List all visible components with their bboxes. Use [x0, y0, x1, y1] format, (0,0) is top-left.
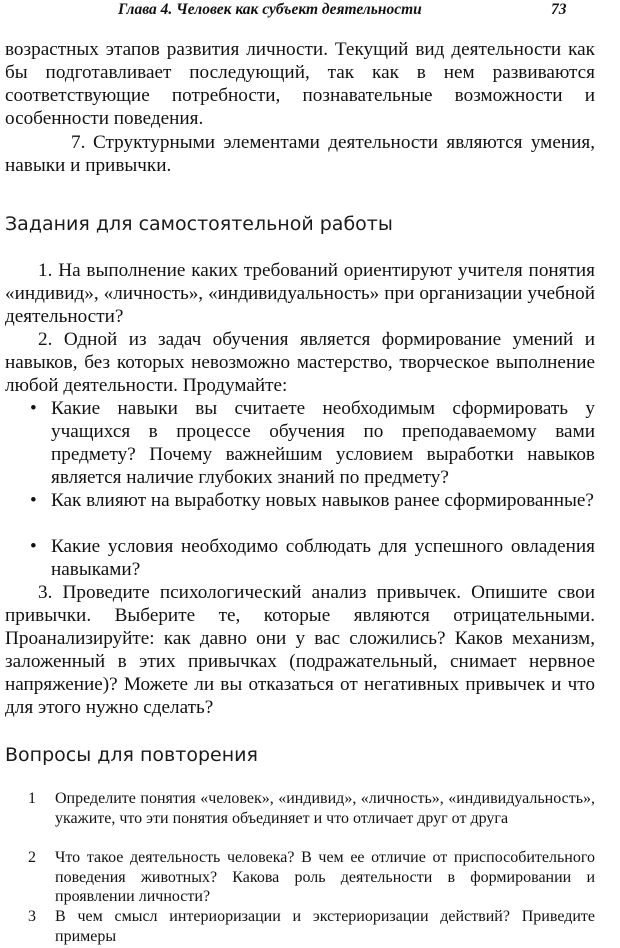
task-2: 2. Одной из задач обучения является формирование умений и навыков, без которых невозможно мастерство, творческое выполнение любой деятельности. Продумайте:	[5, 329, 595, 396]
question-number: 1	[28, 790, 36, 807]
bullet-item	[30, 535, 595, 581]
item-7-paragraph	[5, 131, 595, 177]
bullet-text: Какие условия необходимо соблюдать для успешного овладения навыками?	[51, 536, 595, 580]
question-text: Что такое деятельность человека? В чем ее отличие от приспособительного поведения животных? Какова роль деятельности в формировании и проявлении личности?	[55, 849, 595, 905]
question-text: В чем смысл интериоризации и экстериоризации действий? Приведите примеры	[55, 908, 595, 945]
bullet-text: Какие навыки вы считаете необходимым сформировать у учащихся в процессе обучения по преподаваемому вами предмету? Почему важнейшим условием выработки навыков является наличие глубоких знаний по предмету?	[51, 398, 595, 488]
bullet-item	[30, 489, 595, 512]
bullet-icon: •	[30, 536, 37, 557]
task-1: 1. На выполнение каких требований ориентируют учителя понятия «индивид», «личность», «индивидуальность» при организации учебной деятельности?	[5, 260, 595, 327]
item-7-text: Структурными элементами деятельности являются умения, навыки и привычки.	[5, 132, 595, 176]
item-7-number: 7.	[71, 132, 86, 153]
question-text: Определите понятия «человек», «индивид», «личность», «индивидуальность», укажите, что эти понятия объединяет и что отличает друг от друга	[55, 790, 595, 827]
chapter-title: Глава 4. Человек как субъект деятельности	[118, 1, 422, 18]
page-number: 73	[551, 1, 567, 18]
task-3: 3. Проведите психологический анализ привычек. Опишите свои привычки. Выберите те, которые являются отрицательными. Проанализируйте: как давно они у вас сложились? Каков механизм, заложенный в этих привычках (подражательный, снимает нервное напряжение)? Можете ли вы отказаться от негативных привычек и что для этого нужно сделать?	[5, 582, 595, 718]
continuation-paragraph: возрастных этапов развития личности. Текущий вид деятельности как бы подготавливает последующий, так как в нем развиваются соответствующие потребности, познавательные возможности и особенности поведения.	[5, 39, 595, 129]
review-question	[28, 789, 595, 828]
question-number: 3	[28, 908, 36, 925]
review-question	[28, 848, 595, 907]
bullet-icon: •	[30, 490, 37, 511]
bullet-text: Как влияют на выработку новых навыков ранее сформированные?	[51, 490, 594, 511]
running-header	[0, 1, 620, 23]
review-question	[28, 907, 595, 946]
question-number: 2	[28, 849, 36, 866]
tasks-heading: Задания для самостоятельной работы	[5, 213, 393, 235]
bullet-item	[30, 397, 595, 489]
bullet-icon: •	[30, 398, 37, 419]
review-heading: Вопросы для повторения	[5, 744, 258, 766]
